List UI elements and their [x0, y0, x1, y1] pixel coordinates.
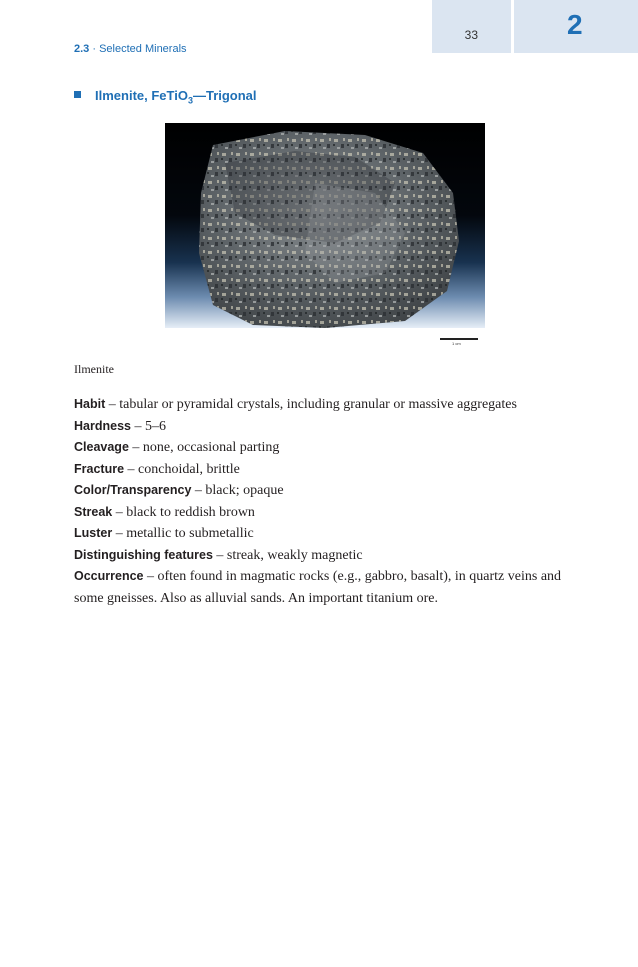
scale-bar-line: [440, 338, 478, 340]
property-separator: –: [191, 483, 206, 498]
property-habit: [74, 394, 589, 416]
property-occurrence: [74, 566, 589, 609]
property-cleavage: [74, 437, 589, 459]
property-list: [74, 394, 589, 609]
property-label: Distinguishing features: [74, 547, 213, 562]
mineral-heading: [74, 88, 257, 106]
property-luster: [74, 523, 589, 545]
property-value: none, occasional parting: [142, 440, 280, 455]
property-label: Fracture: [74, 461, 125, 476]
running-head: [74, 43, 187, 55]
property-value: black to reddish brown: [126, 504, 255, 520]
scale-bar-label: 1 cm: [452, 341, 461, 346]
property-value: metallic to submetallic: [126, 526, 254, 541]
section-number: 2.3: [74, 43, 90, 55]
mineral-name: Ilmenite, FeTiO: [95, 88, 188, 103]
property-label: Color/Transparency: [74, 483, 192, 497]
property-label: Cleavage: [74, 440, 129, 454]
section-title: Selected Minerals: [99, 43, 187, 55]
property-separator: –: [130, 418, 145, 434]
property-separator: –: [124, 461, 139, 477]
property-separator: –: [112, 504, 127, 520]
chapter-number: 2: [567, 9, 583, 40]
property-label: Streak: [74, 504, 113, 519]
property-fracture: [74, 459, 589, 481]
property-separator: –: [143, 569, 158, 584]
square-bullet-icon: [74, 91, 81, 98]
property-color-transparency: [74, 480, 589, 502]
page-number-tab: [432, 0, 511, 53]
property-separator: –: [105, 397, 120, 412]
page-number: 33: [464, 28, 478, 42]
property-label: Occurrence: [74, 569, 144, 583]
mineral-photo: [165, 123, 485, 328]
formula-subscript: 3: [187, 95, 193, 106]
property-separator: –: [112, 526, 127, 541]
property-value: 5–6: [144, 418, 166, 434]
property-value: streak, weakly magnetic: [226, 547, 363, 563]
section-separator: ·: [92, 43, 97, 55]
property-value: conchoidal, brittle: [138, 461, 240, 477]
property-separator: –: [128, 440, 143, 455]
property-distinguishing-features: [74, 545, 589, 567]
property-streak: [74, 502, 589, 524]
property-value: black; opaque: [205, 483, 284, 498]
property-label: Habit: [74, 397, 106, 411]
property-value: often found in magmatic rocks (e.g., gabbro, basalt), in quartz veins and some gneisses. Also as alluvial sands. An important titanium ore.: [74, 569, 562, 606]
property-label: Hardness: [74, 418, 131, 433]
scale-bar: [440, 336, 478, 348]
figure-caption: Ilmenite: [74, 362, 114, 376]
property-hardness: [74, 416, 589, 438]
chapter-tab: [514, 0, 638, 53]
property-separator: –: [212, 547, 227, 563]
property-value: tabular or pyramidal crystals, including granular or massive aggregates: [119, 397, 517, 412]
crystal-system: —Trigonal: [192, 88, 257, 103]
property-label: Luster: [74, 526, 113, 540]
